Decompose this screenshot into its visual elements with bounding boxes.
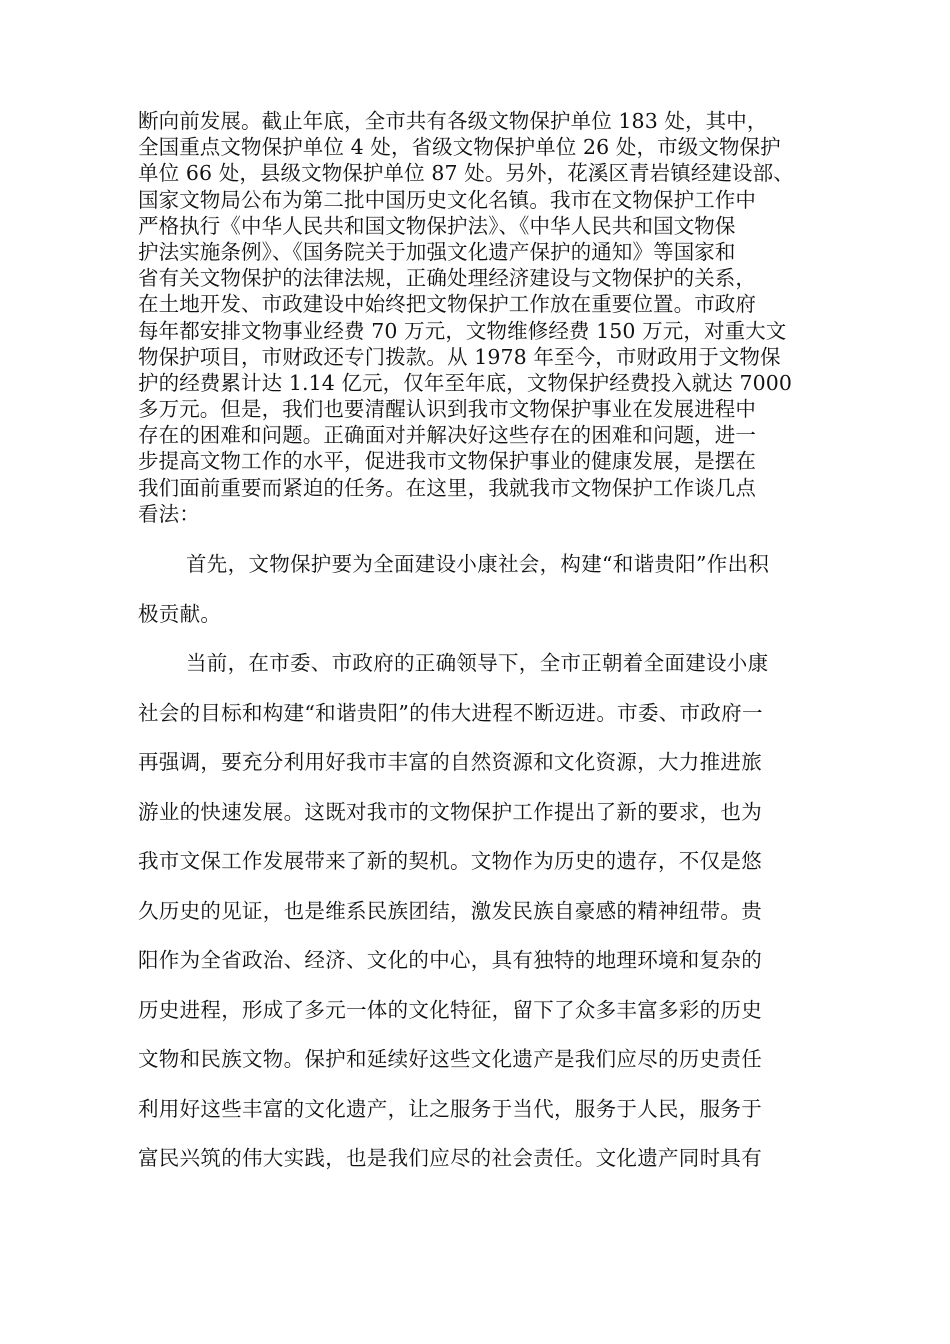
text-line: 历史进程，形成了多元一体的文化特征，留下了众多丰富多彩的历史 bbox=[138, 997, 762, 1022]
text-line: 严格执行《中华人民共和国文物保护法》、《中华人民共和国文物保 bbox=[138, 213, 736, 238]
text-line: 省有关文物保护的法律法规，正确处理经济建设与文物保护的关系， bbox=[138, 266, 756, 291]
body-paragraph bbox=[138, 639, 828, 1184]
text-line: 在土地开发、市政建设中始终把文物保护工作放在重要位置。市政府 bbox=[138, 292, 756, 317]
text-line: 国家文物局公布为第二批中国历史文化名镇。我市在文物保护工作中 bbox=[138, 187, 756, 212]
text-line: 多万元。但是，我们也要清醒认识到我市文物保护事业在发展进程中 bbox=[138, 397, 756, 422]
main-paragraphs bbox=[138, 540, 828, 1184]
text-line: 全国重点文物保护单位 4 处，省级文物保护单位 26 处，市级文物保护 bbox=[138, 135, 781, 160]
text-line: 游业的快速发展。这既对我市的文物保护工作提出了新的要求，也为 bbox=[138, 799, 762, 824]
text-line: 文物和民族文物。保护和延续好这些文化遗产是我们应尽的历史责任 bbox=[138, 1047, 762, 1071]
text-line: 极贡献。 bbox=[138, 601, 222, 626]
text-line: 断向前发展。截止年底，全市共有各级文物保护单位 183 处，其中， bbox=[138, 109, 768, 133]
heading-paragraph bbox=[138, 540, 828, 639]
text-line: 首先，文物保护要为全面建设小康社会，构建“和谐贵阳”作出积 bbox=[186, 552, 770, 576]
text-line: 看法： bbox=[138, 501, 200, 526]
text-line: 阳作为全省政治、经济、文化的中心，具有独特的地理环境和复杂的 bbox=[138, 948, 762, 972]
text-line: 我们面前重要而紧迫的任务。在这里，我就我市文物保护工作谈几点 bbox=[138, 475, 756, 500]
text-line: 护的经费累计达 1.14 亿元，仅年至年底，文物保护经费投入就达 7000 bbox=[138, 370, 793, 395]
text-line: 我市文保工作发展带来了新的契机。文物作为历史的遗存，不仅是悠 bbox=[138, 849, 762, 873]
text-line: 物保护项目，市财政还专门拨款。从 1978 年至今，市财政用于文物保 bbox=[138, 344, 781, 369]
text-line: 护法实施条例》、《国务院关于加强文化遗产保护的通知》等国家和 bbox=[138, 239, 736, 264]
text-line: 当前，在市委、市政府的正确领导下，全市正朝着全面建设小康 bbox=[186, 651, 769, 675]
text-line: 再强调，要充分利用好我市丰富的自然资源和文化资源，大力推进旅 bbox=[138, 750, 762, 774]
text-line: 每年都安排文物事业经费 70 万元，文物维修经费 150 万元，对重大文 bbox=[138, 318, 787, 343]
text-line: 久历史的见证，也是维系民族团结，激发民族自豪感的精神纽带。贵 bbox=[138, 898, 762, 923]
text-line: 社会的目标和构建“和谐贵阳”的伟大进程不断迈进。市委、市政府一 bbox=[138, 700, 763, 725]
text-line: 步提高文物工作的水平，促进我市文物保护事业的健康发展，是摆在 bbox=[138, 449, 756, 474]
text-line: 利用好这些丰富的文化遗产，让之服务于当代，服务于人民，服务于 bbox=[138, 1096, 762, 1121]
text-line: 存在的困难和问题。正确面对并解决好这些存在的困难和问题，进一 bbox=[138, 423, 756, 448]
text-line: 单位 66 处，县级文物保护单位 87 处。另外，花溪区青岩镇经建设部、 bbox=[138, 161, 794, 186]
intro-paragraph bbox=[138, 108, 828, 527]
text-line: 富民兴筑的伟大实践，也是我们应尽的社会责任。文化遗产同时具有 bbox=[138, 1146, 762, 1170]
